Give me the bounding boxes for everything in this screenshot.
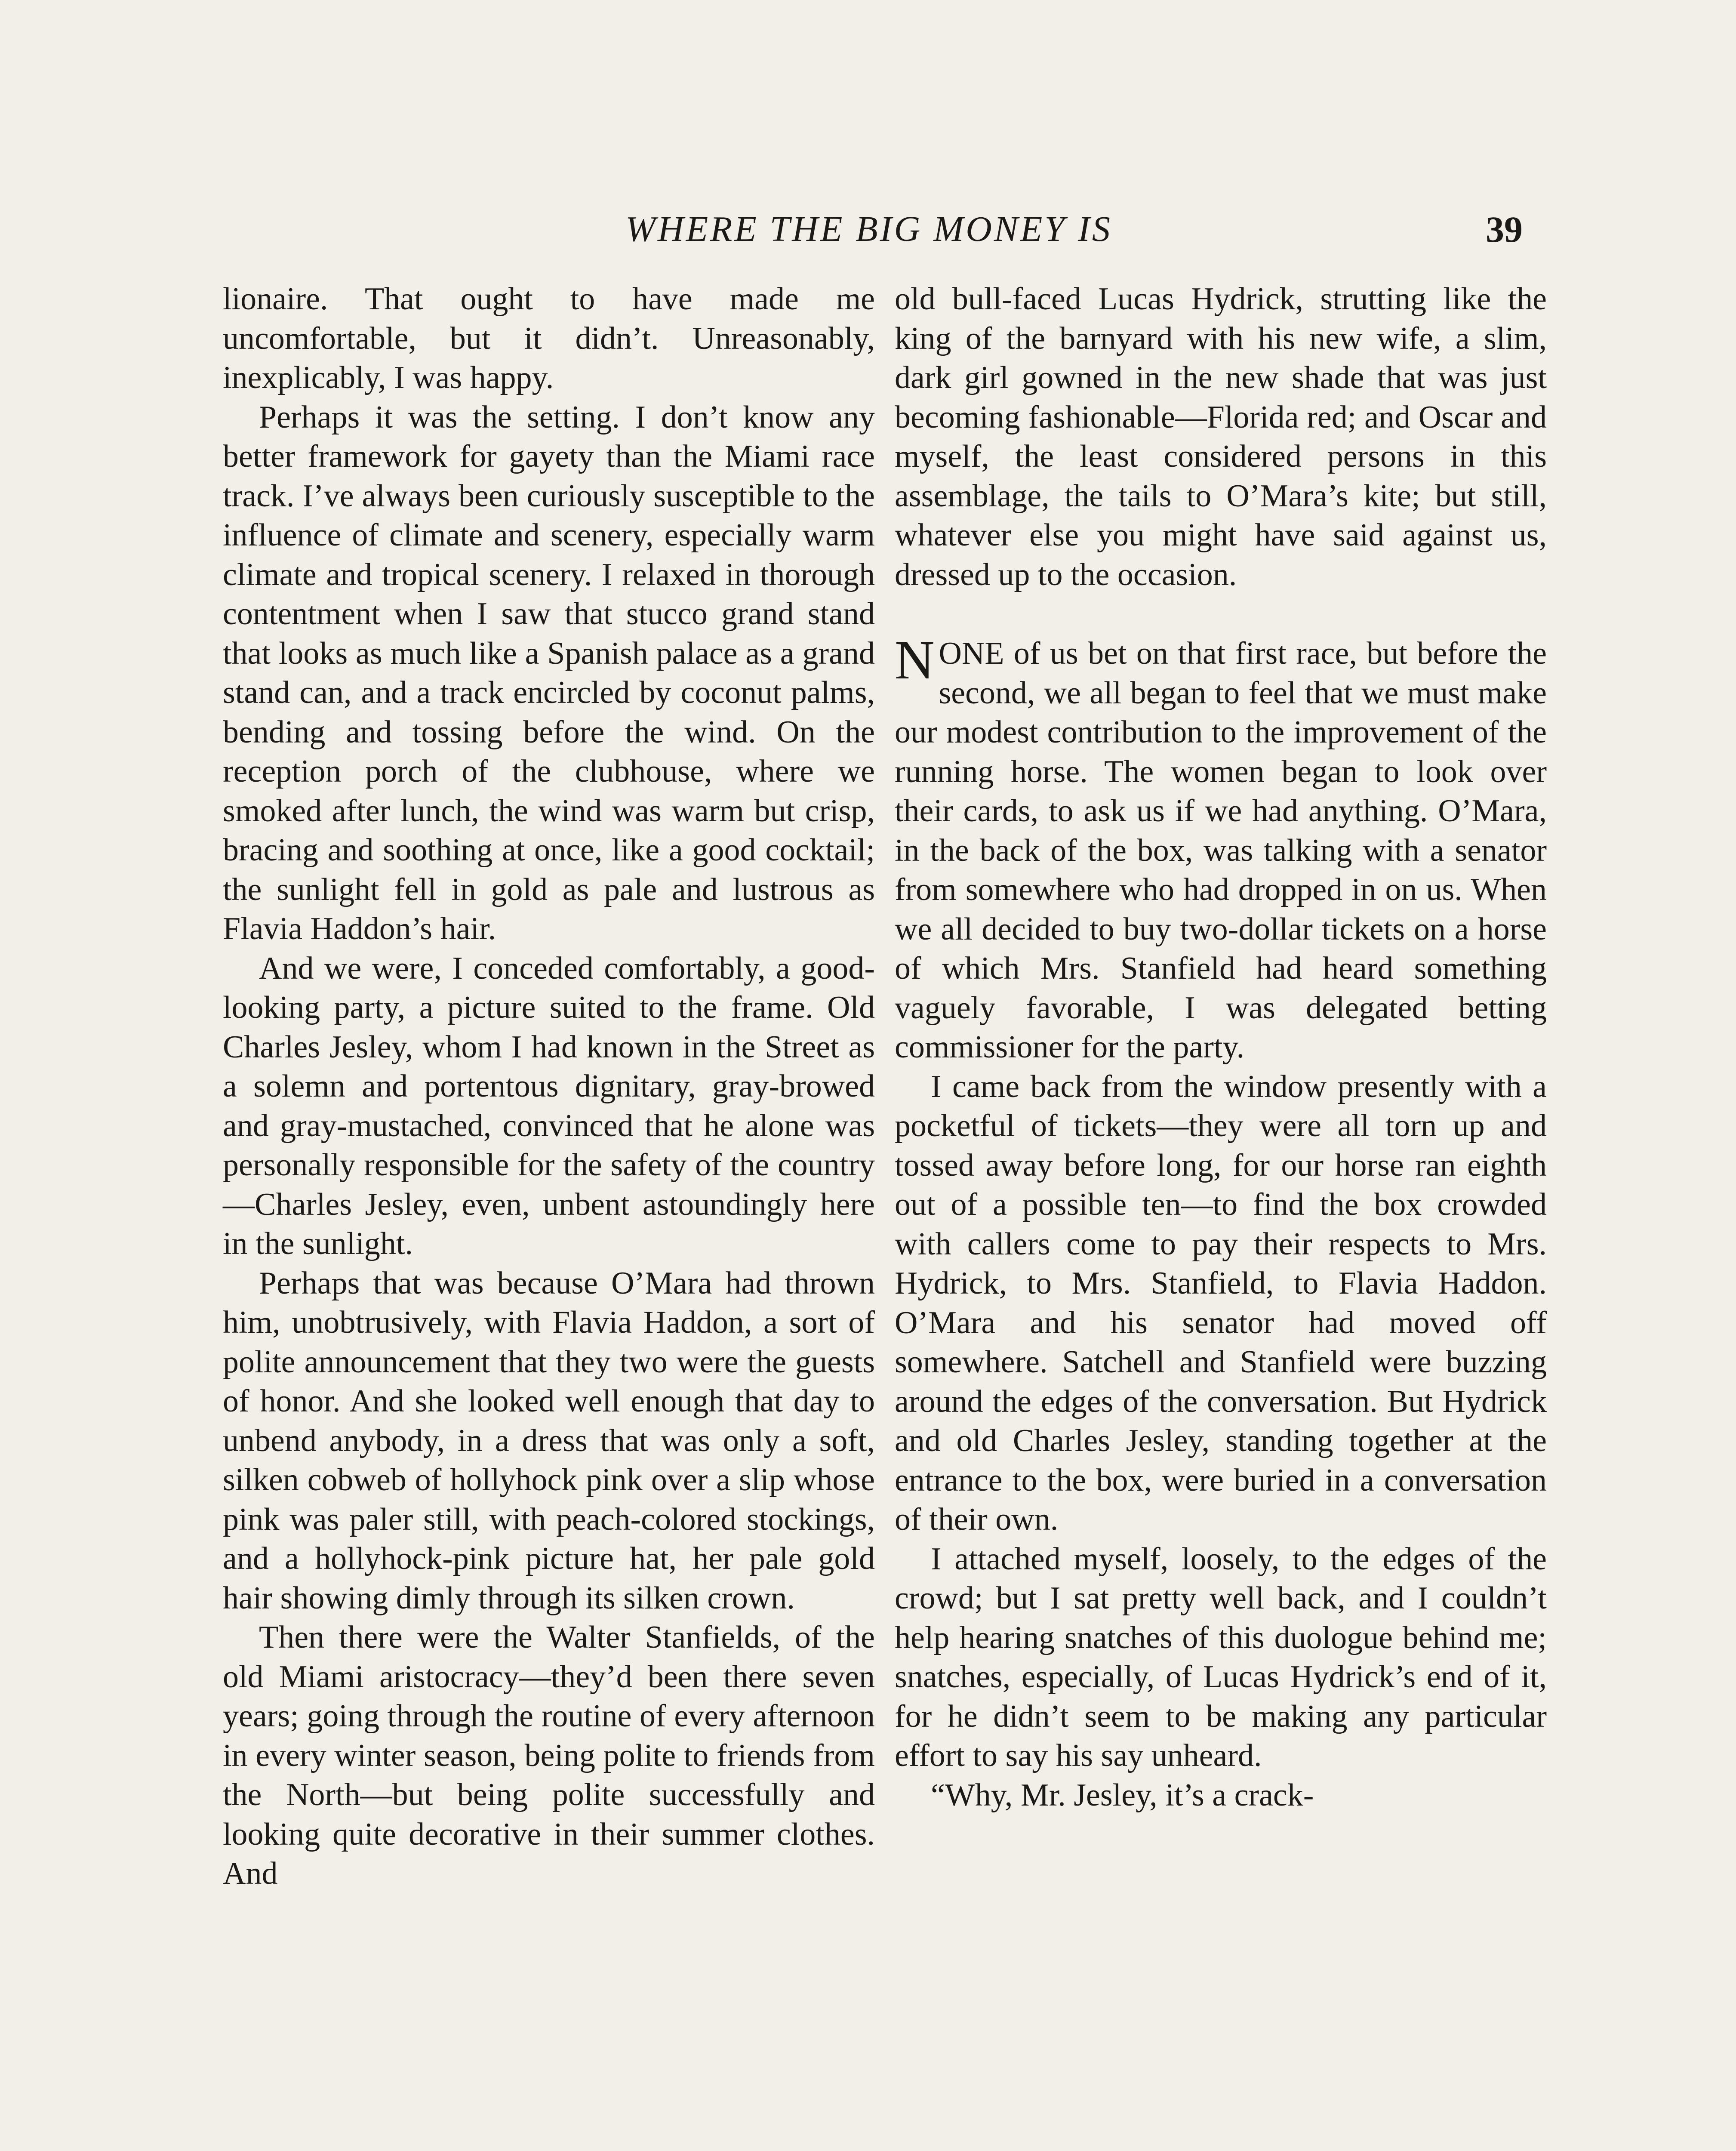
paragraph: old bull-faced Lucas Hydrick, strutting like the king of the barnyard with his new wife, a slim, dark girl gowned in the new shade that was just becoming fashionable—Florida red; and Oscar and myself, the least considered persons in this assemblage, the tails to O’Mara’s kite; but still, whatever else you might have said against us, dressed up to the occasion. xyxy=(895,281,1547,592)
drop-cap: N xyxy=(895,629,935,690)
paragraph: I came back from the window presently with a pocketful of tickets—they were all torn up and tossed away before long, for our horse ran eighth out of a possible ten—to find the box crowded with callers come to pay their respects to Mrs. Hydrick, to Mrs. Stanfield, to Flavia Haddon. O’Mara and his senator had moved off somewhere. Satchell and Stanfield were buzzing around the edges of the conversation. But Hydrick and old Charles Jesley, standing together at the entrance to the box, were buried in a conversation of their own. xyxy=(895,1069,1547,1537)
paragraph: lionaire. That ought to have made me uncomfortable, but it didn’t. Unreasonably, inexplicably, I was happy. xyxy=(223,281,875,395)
page-number: 39 xyxy=(1486,209,1523,250)
running-title: WHERE THE BIG MONEY IS xyxy=(625,209,1112,249)
paragraph: Perhaps it was the setting. I don’t know any better framework for gayety than the Miami race track. I’ve always been curiously susceptible to the influence of climate and scenery, especially warm climate and tropical scenery. I relaxed in thorough contentment when I saw that stucco grand stand that looks as much like a Spanish palace as a grand stand can, and a track encircled by coconut palms, bending and tossing before the wind. On the reception porch of the clubhouse, where we smoked after lunch, the wind was warm but crisp, bracing and soothing at once, like a good cocktail; the sunlight fell in gold as pale and lustrous as Flavia Haddon’s hair. xyxy=(223,399,875,946)
left-column xyxy=(223,280,875,1894)
paragraph-text: ONE of us bet on that first race, but before the second, we all began to feel that we must make our modest contribution to the improvement of the running horse. The women began to look over their cards, to ask us if we had anything. O’Mara, in the back of the box, was talking with a senator from somewhere who had dropped in on us. When we all decided to buy two-dollar tickets on a horse of which Mrs. Stanfield had heard something vaguely favorable, I was delegated betting commissioner for the party. xyxy=(895,636,1547,1065)
paragraph: Then there were the Walter Stanfields, of the old Miami aristocracy—they’d been there seven years; going through the routine of every afternoon in every winter season, being polite to friends from the North—but being polite successfully and looking quite decorative in their summer clothes. And xyxy=(223,1620,875,1891)
running-header xyxy=(215,206,1523,253)
paragraph: And we were, I conceded comfortably, a good-looking party, a picture suited to the frame. Old Charles Jesley, whom I had known in the Street as a solemn and portentous dignitary, gray-browed and gray-mustached, convinced that he alone was personally responsible for the safety of the country —Charles Jesley, even, unbent astoundingly here in the sunlight. xyxy=(223,950,875,1261)
right-column xyxy=(895,280,1547,1815)
paragraph: I attached myself, loosely, to the edges of the crowd; but I sat pretty well back, and I couldn’t help hearing snatches of this duologue behind me; snatches, especially, of Lucas Hydrick’s end of it, for he didn’t seem to be making any particular effort to say his say unheard. xyxy=(895,1541,1547,1773)
section-opening-paragraph xyxy=(895,629,1547,1067)
paragraph: “Why, Mr. Jesley, it’s a crack- xyxy=(931,1777,1314,1813)
paragraph: Perhaps that was because O’Mara had thrown him, unobtrusively, with Flavia Haddon, a sort of polite announcement that they two were the guests of honor. And she looked well enough that day to unbend anybody, in a dress that was only a soft, silken cobweb of hollyhock pink over a slip whose pink was paler still, with peach-colored stockings, and a hollyhock-pink picture hat, her pale gold hair showing dimly through its silken crown. xyxy=(223,1265,875,1616)
